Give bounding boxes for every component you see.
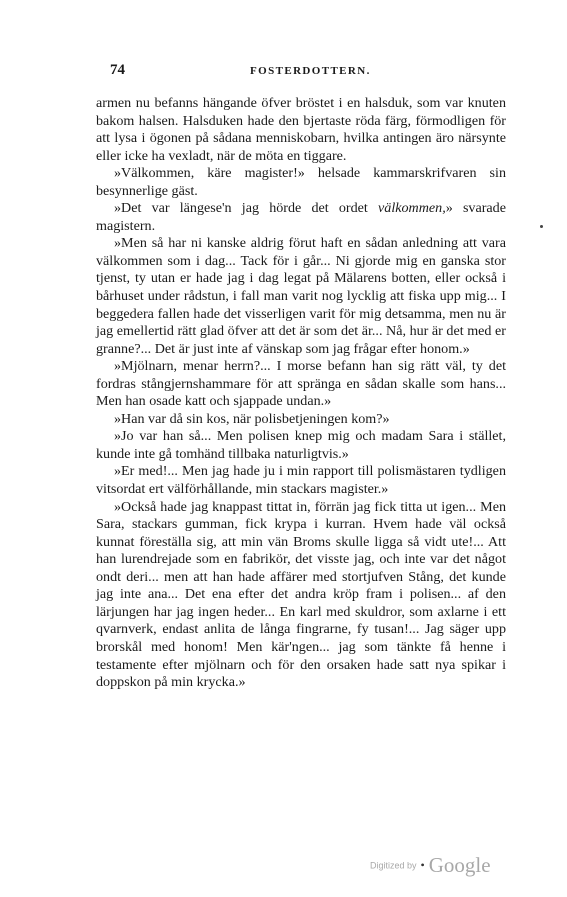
watermark-dot: • xyxy=(420,858,425,872)
paragraph: »Mjölnarn, menar herrn?... I morse befann han sig rätt väl, ty det fordras stångjernshammare för att spränga en sådan skalle som hans... Men han osade katt och sjappade undan.» xyxy=(96,358,506,410)
google-logo: Google xyxy=(428,853,491,877)
paragraph: »Er med!... Men jag hade ju i min rapport till polismästaren tydligen vitsordat ert välförhållande, min stackars magister.» xyxy=(96,463,506,498)
paragraph-text-tail: » svarade magistern. xyxy=(96,200,506,234)
paragraph: »Han var då sin kos, när polisbetjeningen kom?» xyxy=(114,410,390,427)
page-number: 74 xyxy=(110,62,125,78)
google-watermark xyxy=(370,853,491,878)
paragraph: armen nu befanns hängande öfver bröstet i en halsduk, som var knuten bakom halsen. Halsduken hade den bjertaste röda färg, förmodligen för att lysa i ögonen på sådana menniskobarn, hvilka antingen äro närsynte eller icke ha vexladt, när de möta en tiggare. xyxy=(96,95,506,164)
paragraph: »Men så har ni kanske aldrig förut haft en sådan anledning att vara välkommen som i dag... Tack för i går... Ni gjorde mig en ganska stor tjenst, ty utan er hade jag i dag legat på Mälarens botten, eller också i bårhuset under rådstun, i fall man varit nog lycklig att fiska upp mig... I beggedera fallen hade det visserligen varit för mig detsamma, men nu är jag emellertid rätt glad öfver att det är som det är... Nå, hur är det med er granne?... Det är just inte af vänskap som jag frågar efter honom.» xyxy=(96,235,506,357)
running-head: FOSTERDOTTERN. xyxy=(250,65,371,77)
paragraph xyxy=(96,200,506,235)
page-header xyxy=(110,62,506,82)
paragraph: »Välkommen, käre magister!» helsade kammarskrifvaren sin besynnerlige gäst. xyxy=(96,165,506,199)
body-text xyxy=(96,95,506,692)
margin-mark xyxy=(540,225,543,228)
italic-word: välkommen, xyxy=(378,200,446,217)
paragraph: »Också hade jag knappast tittat in, förrän jag fick titta ut igen... Men Sara, stackars gumman, fick krypa i kurran. Hvem hade väl också kunnat föreställa sig, att min vän Broms skulle ligga så vidt ute!... Att han lurendrejade som en fabrikör, det visste jag, och inte var det något ondt deri... men att han hade affärer med stortjufven Stång, det kunde jag inte ana... Det ena efter det andra kröp fram i polisen... af den lärjungen har jag ingen heder... En karl med skuldror, som axlarne i ett qvarnverk, endast anlita de långa fingrarne, fy tusan!... Jag säger upp brorskål med honom! Men kär'ngen... jag som tänkte få henne i testamente efter mjölnarn och för den orsaken hade satt nya spikar i doppskon på min krycka.» xyxy=(96,498,506,691)
paragraph-text: »Det var längese'n jag hörde det ordet xyxy=(114,200,368,217)
watermark-prefix: Digitized by xyxy=(370,860,417,871)
paragraph: »Jo var han så... Men polisen knep mig och madam Sara i stället, kunde inte gå tomhänd tillbaka naturligtvis.» xyxy=(96,428,506,462)
